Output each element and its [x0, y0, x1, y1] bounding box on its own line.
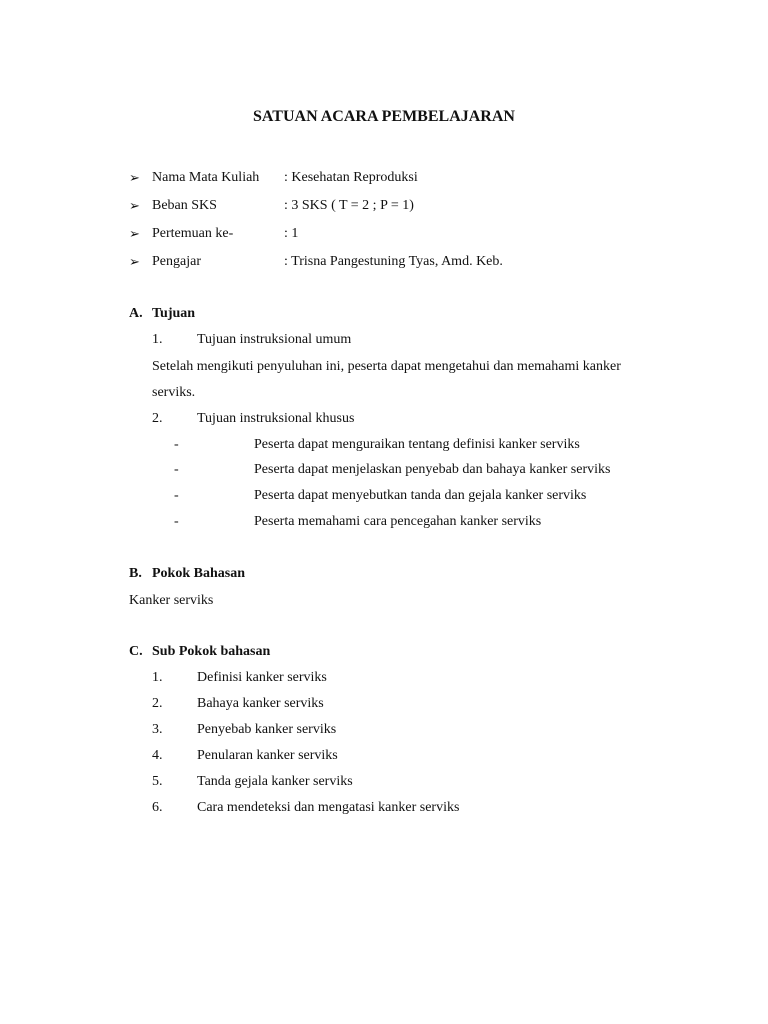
list-number: 1. [152, 332, 163, 347]
list-number: 6. [152, 800, 163, 815]
section-heading: Tujuan [152, 306, 196, 321]
paragraph-line: Setelah mengikuti penyuluhan ini, peserta dapat mengetahui dan memahami kanker [152, 359, 621, 374]
arrow-bullet-icon: ➢ [129, 226, 140, 241]
list-item-text: Bahaya kanker serviks [197, 696, 324, 711]
list-item-text: Tanda gejala kanker serviks [197, 774, 353, 789]
info-value-credit-load: : 3 SKS ( T = 2 ; P = 1) [284, 198, 414, 213]
info-label-teacher: Pengajar [152, 254, 201, 269]
section-heading: Pokok Bahasan [152, 566, 245, 581]
section-letter: A. [129, 306, 143, 321]
section-letter: B. [129, 566, 142, 581]
dash-bullet: - [174, 462, 179, 477]
list-item-text: Tujuan instruksional umum [197, 332, 352, 347]
info-label-credit-load: Beban SKS [152, 198, 217, 213]
dash-item-text: Peserta memahami cara pencegahan kanker serviks [254, 514, 542, 529]
list-item-text: Penyebab kanker serviks [197, 722, 337, 737]
arrow-bullet-icon: ➢ [129, 170, 140, 185]
dash-item-text: Peserta dapat menjelaskan penyebab dan bahaya kanker serviks [254, 462, 611, 477]
dash-bullet: - [174, 488, 179, 503]
section-heading: Sub Pokok bahasan [152, 644, 271, 659]
arrow-bullet-icon: ➢ [129, 198, 140, 213]
list-item-text: Cara mendeteksi dan mengatasi kanker serviks [197, 800, 460, 815]
info-value-course-name: : Kesehatan Reproduksi [284, 170, 418, 185]
list-number: 3. [152, 722, 163, 737]
list-number: 1. [152, 670, 163, 685]
list-item-text: Penularan kanker serviks [197, 748, 338, 763]
dash-item-text: Peserta dapat menguraikan tentang definisi kanker serviks [254, 437, 580, 452]
dash-bullet: - [174, 437, 179, 452]
info-value-teacher: : Trisna Pangestuning Tyas, Amd. Keb. [284, 254, 503, 269]
document-title: SATUAN ACARA PEMBELAJARAN [253, 108, 515, 125]
paragraph-line: serviks. [152, 385, 196, 400]
list-number: 2. [152, 696, 163, 711]
info-label-course-name: Nama Mata Kuliah [152, 170, 260, 185]
section-letter: C. [129, 644, 143, 659]
dash-bullet: - [174, 514, 179, 529]
arrow-bullet-icon: ➢ [129, 254, 140, 269]
section-body: Kanker serviks [129, 593, 214, 608]
list-item-text: Tujuan instruksional khusus [197, 411, 355, 426]
list-number: 4. [152, 748, 163, 763]
info-label-meeting: Pertemuan ke- [152, 226, 234, 241]
list-number: 5. [152, 774, 163, 789]
list-item-text: Definisi kanker serviks [197, 670, 327, 685]
list-number: 2. [152, 411, 163, 426]
info-value-meeting: : 1 [284, 226, 299, 241]
dash-item-text: Peserta dapat menyebutkan tanda dan gejala kanker serviks [254, 488, 587, 503]
